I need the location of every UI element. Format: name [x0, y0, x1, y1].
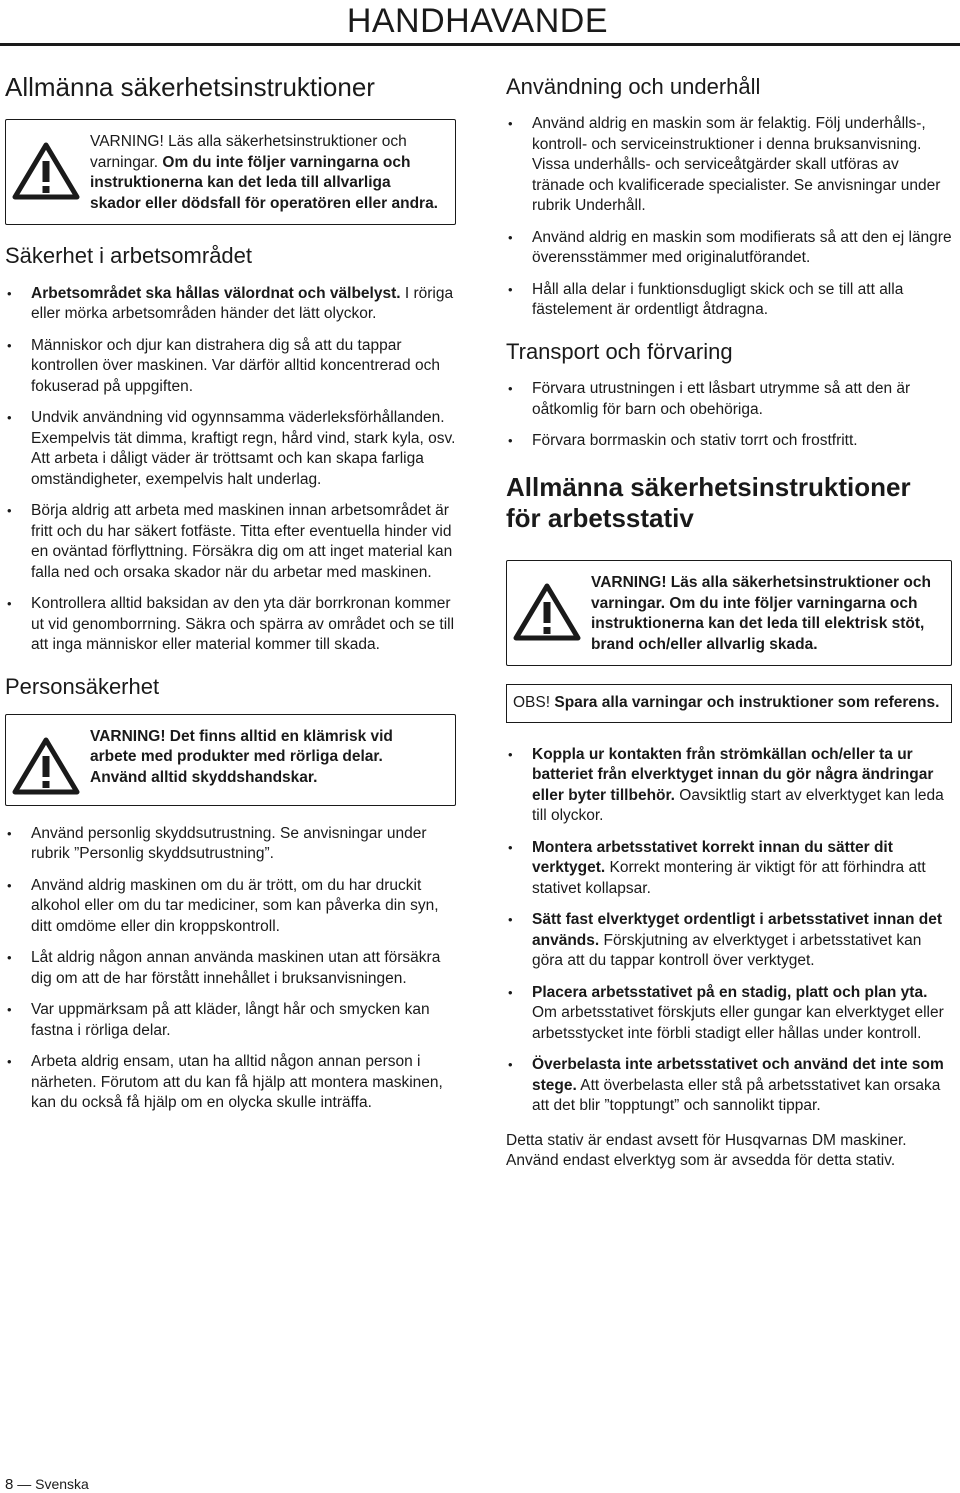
list-item — [506, 838, 952, 900]
left-column — [5, 64, 456, 1125]
warning-triangle-icon — [12, 737, 80, 795]
list-item — [5, 1000, 456, 1041]
item-lead: Montera arbetsstativet korrekt innan du sätter dit verktyget. — [532, 838, 893, 877]
list-item — [5, 284, 456, 325]
section-heading-personal-safety: Personsäkerhet — [5, 673, 160, 699]
section-heading-work-area: Säkerhet i arbetsområdet — [5, 243, 253, 269]
list-item — [506, 431, 952, 452]
list-item — [506, 745, 952, 827]
list-item — [506, 910, 952, 972]
page-header-title: HANDHAVANDE — [346, 2, 608, 40]
item-text: Förskjutning av elverktyget i arbetsstativet kan göra att du tappar kontroll över verktyget. — [532, 931, 922, 970]
warning-text: VARNING! Det finns alltid en klämrisk vid arbete med produkter med rörliga delar. Använd alltid skyddshandskar. — [90, 727, 393, 786]
section-heading-usage: Användning och underhåll — [506, 74, 761, 99]
item-text: Om arbetsstativet förskjuts eller gungar kan elverktyget eller arbetsstycket inte förbli stadigt eller hållas under kontroll. — [532, 1004, 944, 1042]
warning-box-stand — [506, 560, 952, 666]
item-lead: Arbetsområdet ska hållas välordnat och välbelyst. — [31, 284, 401, 302]
item-text: Använd aldrig en maskin som är felaktig. Följ underhålls-, kontroll- och serviceinstruktioner i denna bruksanvisning. Vissa underhålls- och serviceåtgärder skall utföras av tränade och kvalificerade specialister. Se anvisningar under rubrik Underhåll. — [532, 115, 941, 215]
list-item — [506, 280, 952, 321]
note-label: OBS! — [513, 694, 551, 712]
usage-list — [506, 114, 952, 321]
item-text: Förvara borrmaskin och stativ torrt och frostfritt. — [532, 432, 858, 450]
section-heading-transport: Transport och förvaring — [506, 338, 733, 364]
item-text: Arbeta aldrig ensam, utan ha alltid någon annan person i närheten. Förutom att du kan få hjälp att montera maskinen, kan du också få hjälp om en olycka skulle inträffa. — [31, 1053, 443, 1112]
item-text: Använd aldrig maskinen om du är trött, om du har druckit alkohol eller om du tar mediciner, som kan påverka din syn, ditt omdöme eller din kroppskontroll. — [31, 876, 439, 935]
stand-safety-list — [506, 745, 952, 1117]
warning-text — [90, 132, 443, 214]
item-text: Börja aldrig att arbeta med maskinen innan arbetsområdet är fritt och du har säkert fotfäste. Titta efter eventuella hinder vid en oväntad förflyttning. Försäkra dig om att inget material kan falla ned och orsaka skador när du arbetar med maskinen. — [31, 502, 453, 581]
personal-safety-list — [5, 824, 456, 1114]
work-area-list — [5, 284, 456, 656]
list-item — [5, 408, 456, 490]
note-text: Spara alla varningar och instruktioner som referens. — [550, 694, 940, 712]
list-item — [506, 983, 952, 1045]
item-text: Var uppmärksam på att kläder, långt hår och smycken kan fastna i rörliga delar. — [31, 1001, 430, 1039]
list-item — [5, 876, 456, 938]
item-text: Använd personlig skyddsutrustning. Se anvisningar under rubrik ”Personlig skyddsutrustning”. — [31, 824, 427, 863]
item-text: Kontrollera alltid baksidan av den yta där borrkronan kommer ut vid genomborrning. Säkra och spärra av området och se till att inga människor eller material kommer till skada. — [31, 595, 455, 654]
list-item — [5, 336, 456, 398]
list-item — [506, 228, 952, 269]
item-lead: Koppla ur kontakten från strömkällan och/eller ta ur batteriet från elverktyget innan du gör några ändringar eller byter tillbehör. — [532, 745, 934, 804]
transport-list — [506, 379, 952, 452]
item-text: Håll alla delar i funktionsdugligt skick och se till att alla fästelement är ordentligt åtdragna. — [532, 280, 904, 319]
list-item — [506, 1055, 952, 1117]
item-lead: Placera arbetsstativet på en stadig, platt och plan yta. — [532, 983, 928, 1001]
list-item — [5, 1052, 456, 1114]
item-lead: Överbelasta inte arbetsstativet och använd det inte som stege. — [532, 1056, 944, 1094]
item-text: I röriga eller mörka arbetsområden händer det lätt olyckor. — [31, 284, 454, 323]
warning-lead: VARNING! Läs alla säkerhetsinstruktioner och varningar. — [90, 133, 407, 171]
warning-body: Om du inte följer varningarna och instruktionerna kan det leda till allvarliga skador eller dödsfall för operatören eller andra. — [90, 153, 438, 212]
note-box — [506, 684, 952, 723]
footer-separator: — — [17, 1476, 32, 1492]
list-item — [5, 501, 456, 583]
list-item — [506, 379, 952, 420]
item-text: Människor och djur kan distrahera dig så att du tappar kontrollen över maskinen. Var därför alltid koncentrerad och fokuserad på uppgiften. — [31, 336, 440, 395]
page-number: 8 — [5, 1476, 14, 1493]
warning-box-general — [5, 119, 456, 225]
item-text: Låt aldrig någon annan använda maskinen utan att försäkra dig om att de har förstått innehållet i bruksanvisningen. — [31, 949, 441, 987]
warning-box-pinch — [5, 714, 456, 806]
warning-text: VARNING! Läs alla säkerhetsinstruktioner och varningar. Om du inte följer varningarna och instruktionerna kan det leda till elektrisk stöt, brand och/eller allvarlig skada. — [591, 574, 931, 653]
list-item — [5, 594, 456, 656]
header-rule — [0, 43, 960, 46]
closing-paragraph: Detta stativ är endast avsett för Husqvarnas DM maskiner. Använd endast elverktyg som är avsedda för detta stativ. — [506, 1131, 907, 1170]
item-text: Använd aldrig en maskin som modifierats så att den ej längre överensstämmer med originalutförandet. — [532, 228, 952, 267]
list-item — [5, 824, 456, 865]
footer-language: Svenska — [35, 1476, 89, 1492]
item-text: Förvara utrustningen i ett låsbart utrymme så att den är oåtkomlig för barn och obehöriga. — [532, 380, 911, 418]
right-column — [506, 64, 952, 1172]
page-footer — [5, 1476, 89, 1493]
warning-triangle-icon — [12, 142, 80, 200]
section-title-general-safety: Allmänna säkerhetsinstruktioner — [5, 72, 375, 102]
list-item — [5, 948, 456, 989]
item-lead: Sätt fast elverktyget ordentligt i arbetsstativet innan det används. — [532, 911, 942, 949]
item-text: Undvik användning vid ogynnsamma väderleksförhållanden. Exempelvis tät dimma, kraftigt regn, hård vind, stark kyla, osv. Att arbeta i dåligt väder är tröttsamt och kan skapa farliga omständigheter, exempelvis halt underlag. — [31, 409, 456, 488]
section-title-stand-safety: Allmänna säkerhetsinstruktioner för arbetsstativ — [506, 471, 911, 533]
item-text: Att överbelasta eller stå på arbetsstativet kan orsaka att det blir ”topptungt” och sannolikt tippar. — [532, 1076, 941, 1115]
item-text: Oavsiktlig start av elverktyget kan leda till olyckor. — [532, 786, 944, 825]
warning-triangle-icon — [513, 583, 581, 641]
item-text: Korrekt montering är viktigt för att förhindra att stativet kollapsar. — [532, 859, 926, 897]
list-item — [506, 114, 952, 217]
page-header — [0, 0, 960, 52]
